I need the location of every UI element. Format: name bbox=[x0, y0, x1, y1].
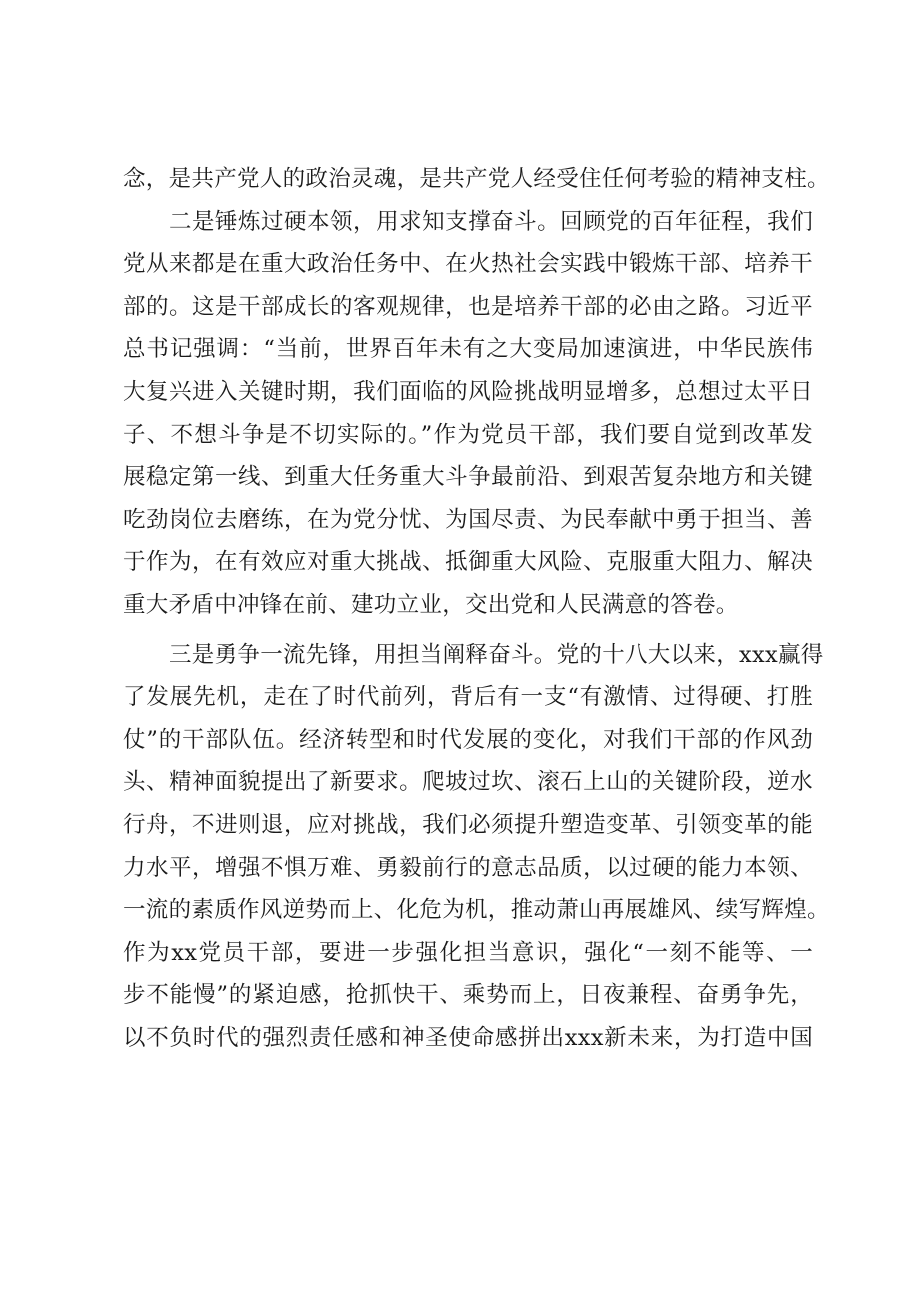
text-line: 一流的素质作风逆势而上、化危为机，推动萧山再展雄风、续写辉煌。 bbox=[123, 897, 830, 924]
text-line: 于作为，在有效应对重大挑战、抵御重大风险、克服重大阻力、解决 bbox=[123, 549, 813, 576]
text-line: 重大矛盾中冲锋在前、建功立业，交出党和人民满意的答卷。 bbox=[123, 591, 739, 618]
text-line: 念，是共产党人的政治灵魂，是共产党人经受住任何考验的精神支柱。 bbox=[123, 166, 830, 192]
text-line: 吃劲岗位去磨练，在为党分忧、为国尽责、为民奉献中勇于担当、善 bbox=[123, 506, 813, 533]
text-line: 力水平，增强不惧万难、勇毅前行的意志品质，以过硬的能力本领、 bbox=[123, 854, 813, 881]
text-line: 作为xx党员干部，要进一步强化担当意识，强化“一刻不能等、一 bbox=[123, 939, 813, 966]
text-line: 展稳定第一线、到重大任务重大斗争最前沿、到艰苦复杂地方和关键 bbox=[123, 464, 813, 491]
text-line: 行舟，不进则退，应对挑战，我们必须提升塑造变革、引领变革的能 bbox=[123, 811, 813, 838]
paragraph-2 bbox=[123, 201, 813, 627]
text-line: 大复兴进入关键时期，我们面临的风险挑战明显增多，总想过太平日 bbox=[123, 378, 813, 405]
text-line: 步不能慢”的紧迫感，抢抓快干、乘势而上，日夜兼程、奋勇争先， bbox=[123, 982, 813, 1009]
paragraph-gap bbox=[123, 627, 813, 634]
document-body bbox=[123, 158, 830, 1059]
text-line: 部的。这是干部成长的客观规律，也是培养干部的必由之路。习近平 bbox=[123, 293, 813, 320]
text-line: 子、不想斗争是不切实际的。”作为党员干部，我们要自觉到改革发 bbox=[123, 421, 813, 448]
paragraph-3 bbox=[123, 634, 830, 1060]
text-line: 二是锤炼过硬本领，用求知支撑奋斗。回顾党的百年征程，我们 bbox=[169, 208, 813, 235]
text-line: 了发展先机，走在了时代前列，背后有一支“有激情、过得硬、打胜 bbox=[123, 684, 813, 711]
paragraph-1 bbox=[123, 158, 830, 201]
text-line: 以不负时代的强烈责任感和神圣使命感拼出xxx新未来，为打造中国 bbox=[123, 1024, 813, 1051]
text-line: 三是勇争一流先锋，用担当阐释奋斗。党的十八大以来，xxx赢得 bbox=[169, 641, 824, 668]
text-line: 头、精神面貌提出了新要求。爬坡过坎、滚石上山的关键阶段，逆水 bbox=[123, 769, 813, 796]
text-line: 党从来都是在重大政治任务中、在火热社会实践中锻炼干部、培养干 bbox=[123, 251, 813, 278]
text-line: 总书记强调：“当前，世界百年未有之大变局加速演进，中华民族伟 bbox=[123, 336, 813, 363]
text-line: 仗”的干部队伍。经济转型和时代发展的变化，对我们干部的作风劲 bbox=[123, 726, 813, 753]
